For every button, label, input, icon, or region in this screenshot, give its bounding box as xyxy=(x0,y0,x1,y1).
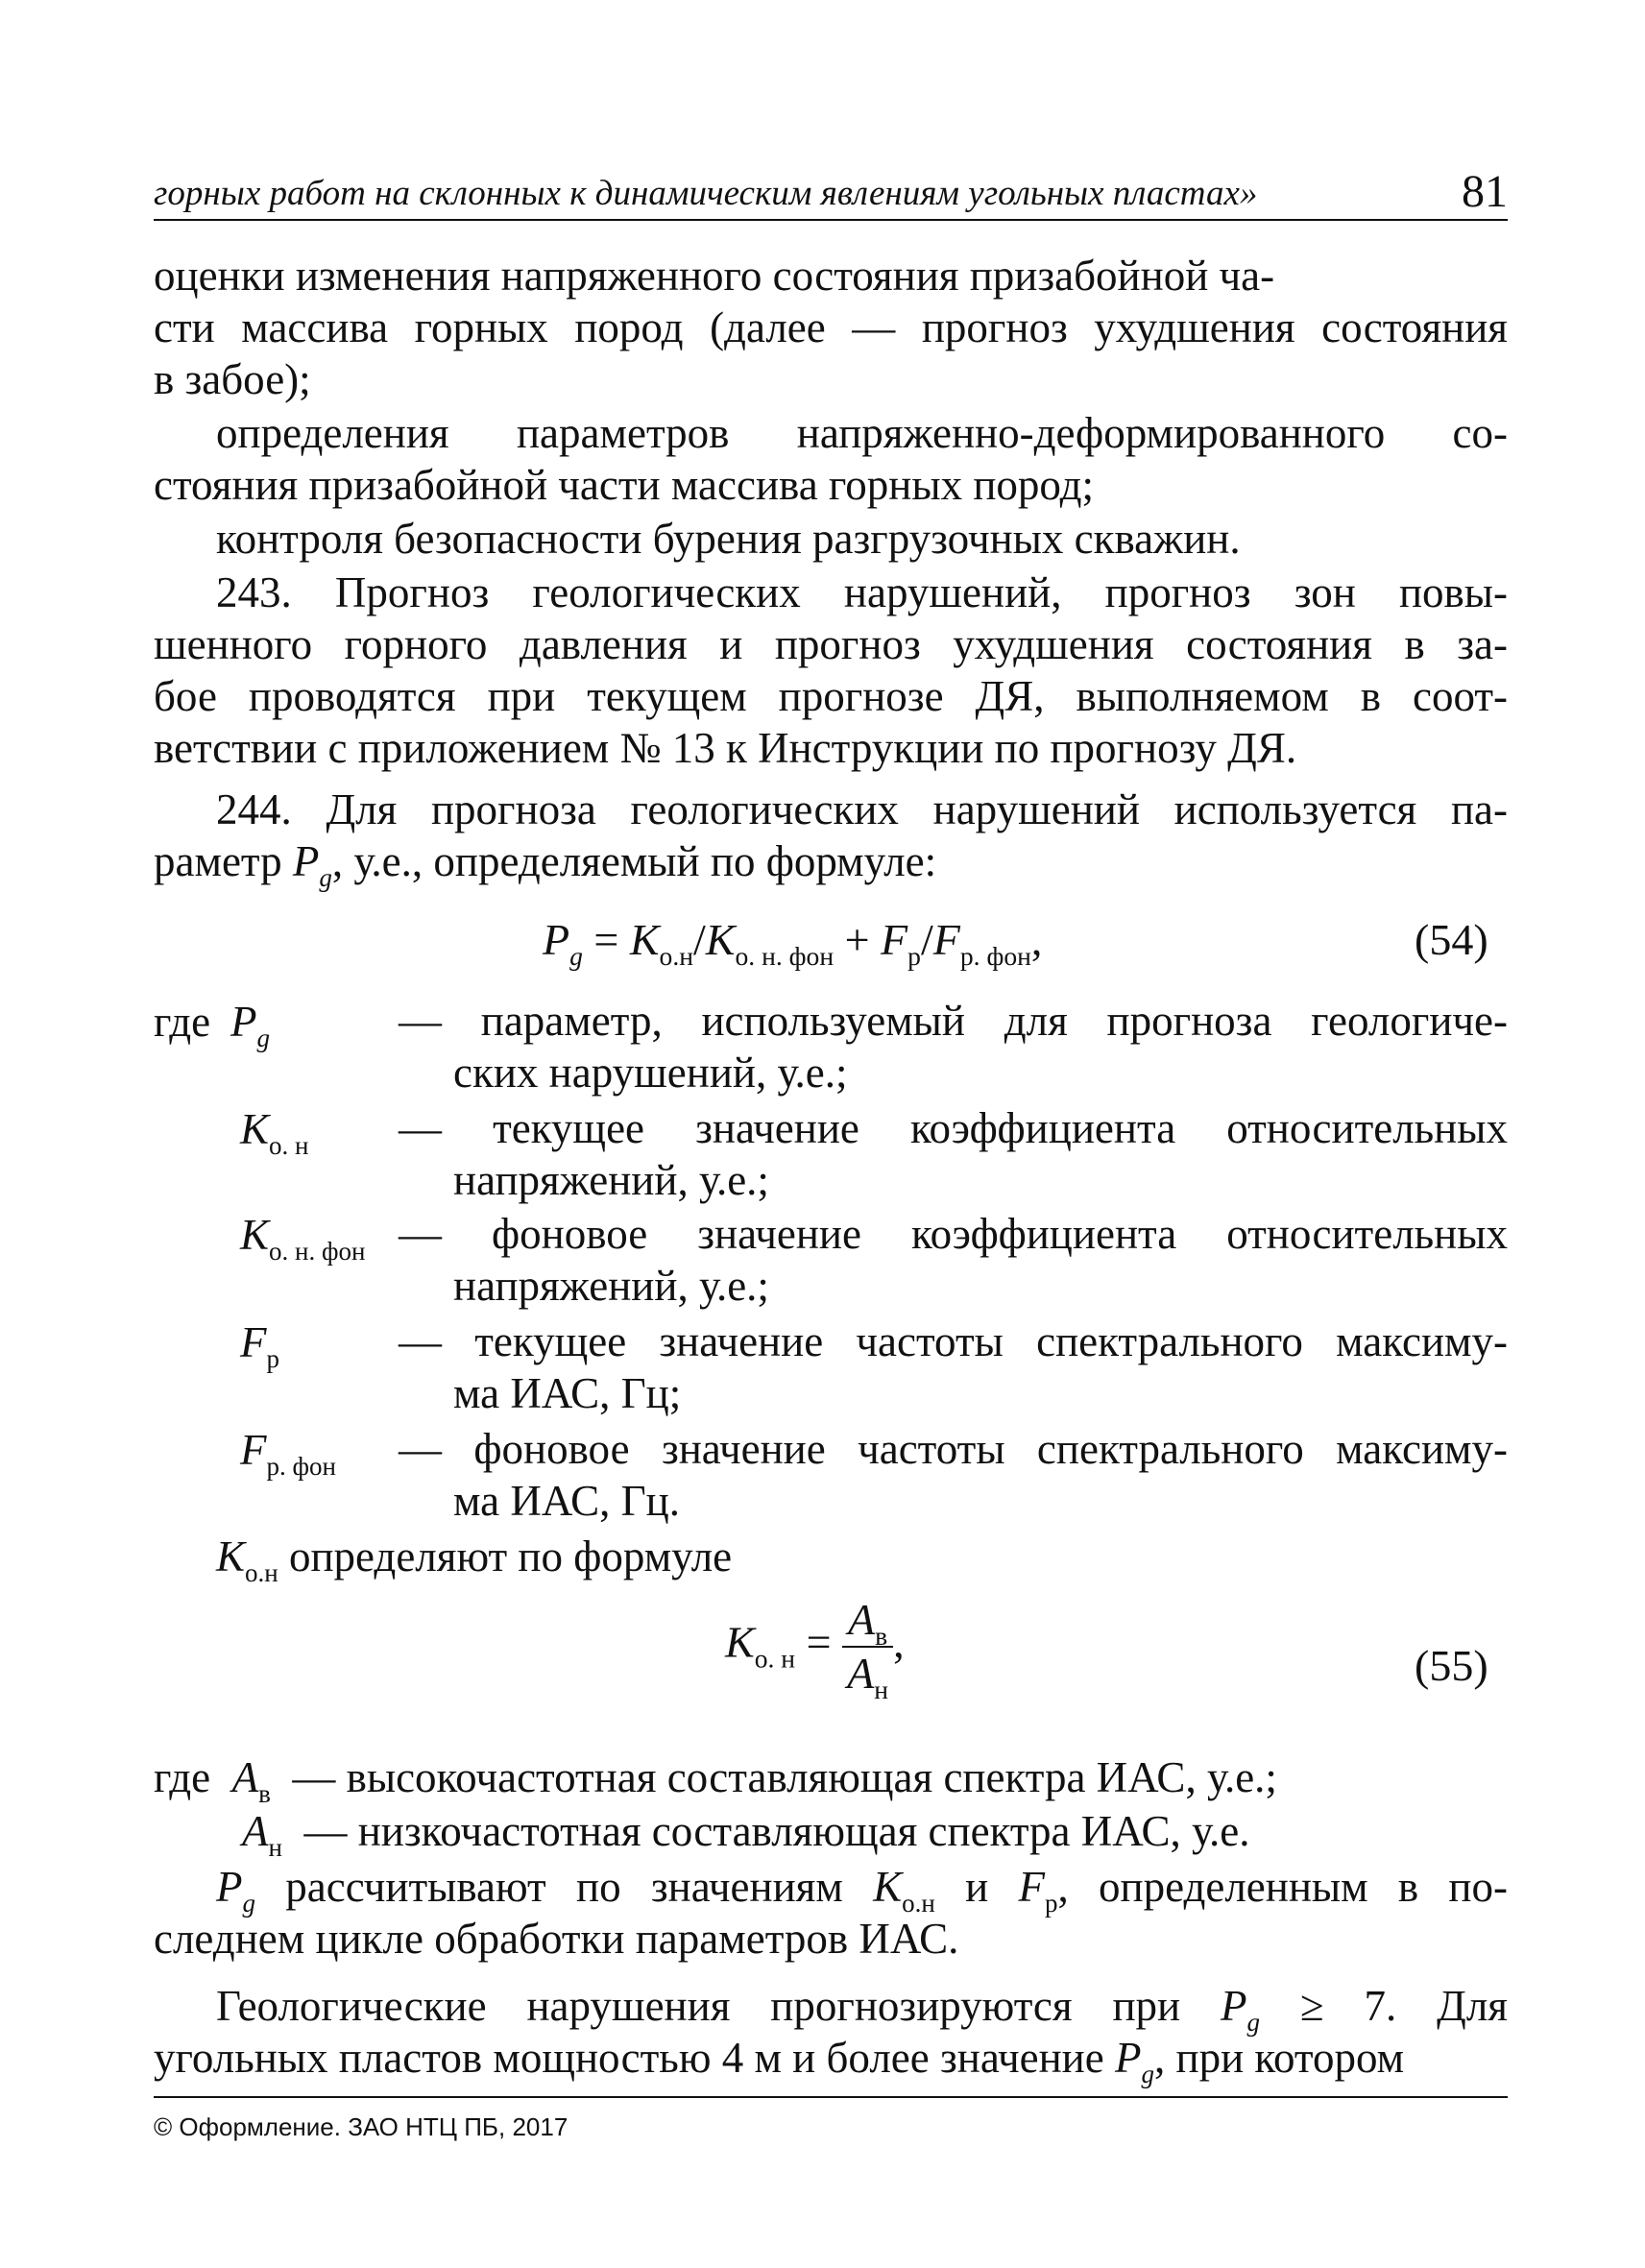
para7-line2: угольных пластов мощностью 4 м и более значение $P_g$, при котором xyxy=(154,2034,1405,2088)
def-Pg-line2: ских нарушений, у.е.; xyxy=(453,1049,848,1097)
def-Fp-line1: — текущее значение частоты спектрального максиму- xyxy=(399,1317,1508,1365)
def-symbol-Pg: $P_g$ xyxy=(230,998,270,1052)
formula-55-number: (55) xyxy=(1415,1641,1488,1690)
page-number: 81 xyxy=(1462,166,1508,217)
para6-line1: $P_g$ рассчитывают по значениям $K_{о.н}$ и $F_р$, определенным в по- xyxy=(216,1863,1508,1918)
def-Fp-line2: ма ИАС, Гц; xyxy=(453,1369,682,1417)
para5-line2: раметр $P_g$, у.е., определяемый по формуле: xyxy=(154,837,937,892)
para2-line2: стояния призабойной части массива горных пород; xyxy=(154,461,1095,509)
def-symbol-Fpfon: $F_{р. фон}$ xyxy=(240,1426,336,1481)
def-Kon-line1: — текущее значение коэффициента относительных xyxy=(399,1104,1508,1152)
para3-line1: контроля безопасности бурения разгрузочных скважин. xyxy=(216,515,1241,563)
para4-line4: ветствии с приложением № 13 к Инструкции по прогнозу ДЯ. xyxy=(154,724,1297,772)
para1-line2: сти массива горных пород (далее — прогноз ухудшения состояния xyxy=(154,303,1508,351)
kon-intro: $K_{о.н}$ определяют по формуле xyxy=(216,1532,733,1587)
para5-line1: 244. Для прогноза геологических нарушений используется па- xyxy=(216,785,1508,833)
para7-line1: Геологические нарушения прогнозируются при $P_g \ge 7$. Для xyxy=(216,1982,1508,2037)
def-Konfon-line1: — фоновое значение коэффициента относительных xyxy=(399,1210,1508,1258)
para4-line2: шенного горного давления и прогноз ухудшения состояния в за- xyxy=(154,620,1508,668)
footer-copyright: © Оформление. ЗАО НТЦ ПБ, 2017 xyxy=(154,2112,568,2141)
def-Fpfon-line1: — фоновое значение частоты спектрального максиму- xyxy=(399,1425,1508,1473)
def-Kon-line2: напряжений, у.е.; xyxy=(453,1156,769,1204)
def-Av: где $A_в$ — высокочастотная составляющая спектра ИАС, у.е.; xyxy=(154,1753,1277,1808)
header-divider xyxy=(154,219,1508,221)
footer-divider xyxy=(154,2096,1508,2098)
para4-line3: бое проводятся при текущем прогнозе ДЯ, выполняемом в соот- xyxy=(154,672,1508,720)
fraction: $\frac{A_в}{A_н}$ xyxy=(842,1594,893,1700)
where-label: где xyxy=(154,998,211,1046)
para2-line1: определения параметров напряженно-деформированного со- xyxy=(216,409,1508,457)
text-line: оценки изменения напряженного состояния призабойной ча- xyxy=(154,252,1275,300)
def-symbol-Fp: $F_р$ xyxy=(240,1318,279,1373)
para1-line1 xyxy=(154,252,1508,300)
formula-54: $P_g = K_{о.н}/K_{о. н. фон} + F_р/F_{р. фон}$, xyxy=(543,915,1043,972)
para1-line3: в забое); xyxy=(154,355,311,403)
def-Pg-line1: — параметр, используемый для прогноза геологиче- xyxy=(399,997,1508,1045)
def-An: $A_н$ — низкочастотная составляющая спектра ИАС, у.е. xyxy=(242,1807,1250,1862)
para4-line1: 243. Прогноз геологических нарушений, прогноз зон повы- xyxy=(216,568,1508,616)
def-symbol-Konfon: $K_{о. н. фон}$ xyxy=(240,1211,366,1266)
def-symbol-Kon: $K_{о. н}$ xyxy=(240,1105,309,1160)
formula-55: $K_{о. н}$ = $\frac{A_в}{A_н}$ , xyxy=(725,1595,905,1705)
header-title: горных работ на склонных к динамическим явлениям угольных пластах» xyxy=(154,174,1258,213)
running-header xyxy=(154,165,1508,225)
symbol-P: P xyxy=(292,837,320,885)
def-Konfon-line2: напряжений, у.е.; xyxy=(453,1262,769,1310)
para6-line2: следнем цикле обработки параметров ИАС. xyxy=(154,1915,959,1963)
def-Fpfon-line2: ма ИАС, Гц. xyxy=(453,1477,681,1525)
formula-54-number: (54) xyxy=(1415,915,1488,964)
